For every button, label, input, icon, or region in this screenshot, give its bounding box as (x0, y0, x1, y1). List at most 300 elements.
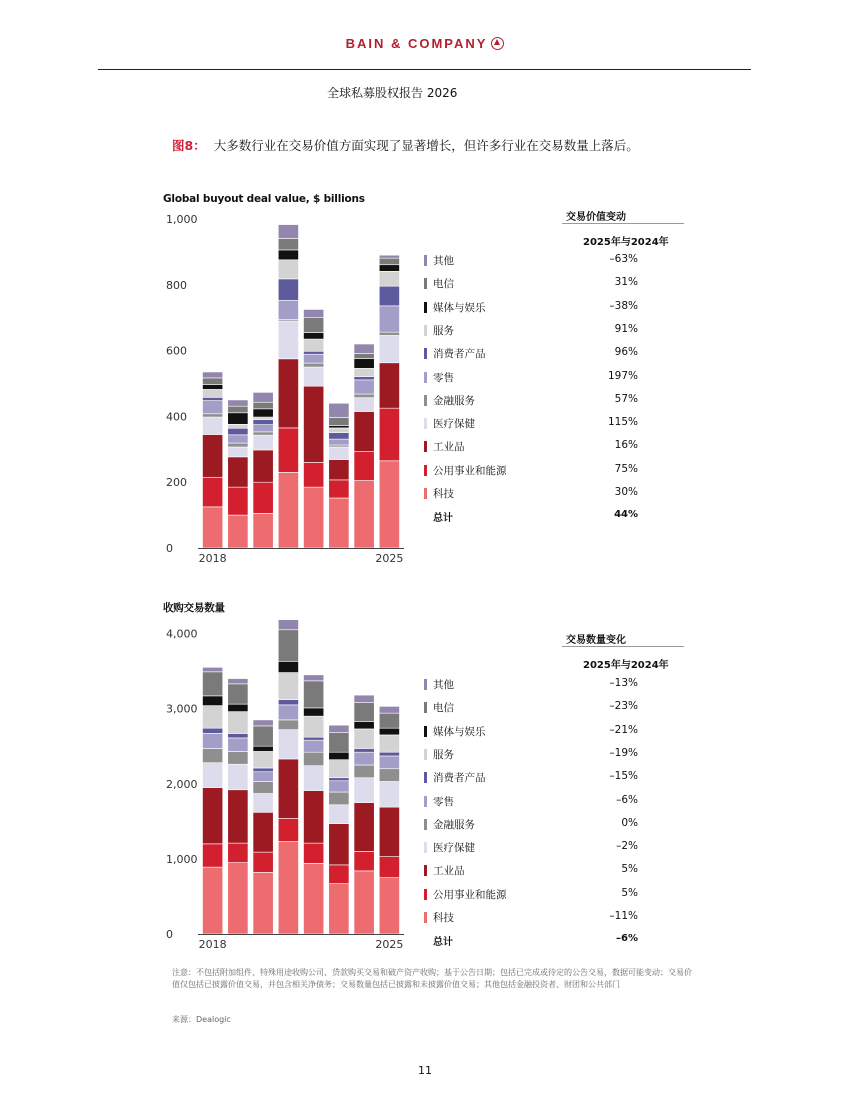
legend-row (424, 323, 638, 339)
bar-segment-金融服务 (354, 394, 374, 398)
legend-change-value: 115% (607, 416, 638, 429)
bar-segment-其他 (329, 403, 349, 417)
legend-swatch (424, 679, 427, 690)
legend-label: 科技 (433, 488, 454, 500)
bar-segment-媒体与娱乐 (203, 384, 223, 389)
legend-row (424, 863, 638, 879)
bar-segment-零售 (278, 300, 298, 319)
x-tick-label: 2025 (375, 552, 404, 565)
legend-row (424, 276, 638, 292)
legend-swatch (424, 865, 427, 876)
brand-compass-icon (491, 37, 504, 50)
legend-label: 消费者产品 (433, 772, 486, 785)
legend-swatch (424, 912, 427, 923)
legend-row (424, 486, 638, 502)
header-divider (98, 69, 751, 70)
legend-row (424, 910, 638, 926)
bar-segment-消费者产品 (203, 728, 223, 733)
legend-label: 医疗保健 (433, 418, 475, 431)
bar-segment-消费者产品 (253, 768, 273, 772)
bar-segment-零售 (304, 354, 324, 363)
legend-label: 其他 (433, 679, 454, 691)
legend-swatch (424, 302, 427, 313)
total-change-value: –6% (616, 933, 638, 945)
y-tick-label: 1,000 (166, 213, 198, 226)
bar-segment-公用事业和能源 (329, 480, 349, 498)
bar-segment-媒体与娱乐 (278, 661, 298, 672)
legend-row (424, 770, 638, 786)
legend-row (424, 253, 638, 269)
legend-row (424, 677, 638, 693)
y-tick-label: 800 (166, 278, 187, 292)
bar-segment-金融服务 (379, 769, 399, 782)
bar-segment-媒体与娱乐 (354, 358, 374, 368)
bar-segment-医疗保健 (354, 398, 374, 412)
bar-segment-工业品 (253, 450, 273, 482)
legend-row (424, 817, 638, 833)
bar-segment-公用事业和能源 (304, 843, 324, 863)
bar-segment-工业品 (354, 411, 374, 451)
legend-label: 工业品 (433, 441, 465, 454)
legend-label: 零售 (433, 371, 454, 384)
legend-row (424, 463, 638, 479)
bar-segment-服务 (278, 673, 298, 700)
bar-segment-零售 (304, 740, 324, 752)
bar-segment-医疗保健 (354, 778, 374, 803)
bar-segment-金融服务 (228, 751, 248, 764)
bar-segment-医疗保健 (304, 367, 324, 386)
total-change-value: 44% (614, 509, 638, 521)
bar-segment-媒体与娱乐 (354, 721, 374, 729)
bar-segment-媒体与娱乐 (329, 752, 349, 760)
bar-segment-科技 (278, 842, 298, 934)
chart1-table-rule (562, 223, 684, 224)
bar-segment-消费者产品 (253, 420, 273, 425)
bar-segment-消费者产品 (354, 377, 374, 380)
legend-swatch (424, 278, 427, 289)
bar-segment-消费者产品 (228, 733, 248, 738)
bar-segment-零售 (354, 380, 374, 394)
bar-segment-医疗保健 (253, 435, 273, 450)
bar-segment-工业品 (304, 386, 324, 462)
bar-segment-公用事业和能源 (228, 487, 248, 515)
bar-segment-电信 (228, 684, 248, 704)
bar-segment-工业品 (278, 759, 298, 818)
bar-segment-电信 (278, 630, 298, 662)
legend-label: 媒体与娱乐 (433, 301, 486, 314)
bar-segment-服务 (379, 735, 399, 752)
bar-segment-零售 (253, 772, 273, 782)
legend-row (424, 439, 638, 455)
legend-label: 工业品 (433, 865, 465, 878)
legend-label: 零售 (433, 795, 454, 808)
y-tick-label: 0 (166, 928, 173, 941)
brand-logo (0, 36, 850, 51)
bar-segment-电信 (329, 417, 349, 425)
legend-total-row (424, 933, 638, 949)
bar-segment-科技 (354, 481, 374, 548)
bar-segment-电信 (253, 726, 273, 746)
bar-segment-消费者产品 (329, 433, 349, 440)
bar-segment-服务 (253, 751, 273, 768)
footnote: 注意：不包括附加组件、特殊用途收购公司、贷款购买交易和破产资产收购；基于公告日期；包括已完成或待定的公告交易，数据可能变动；交易价值仅包括已披露价值交易，并包含相关净债务；交易数量包括已披露和未披露价值交易；其他包括金融投资者、财团和公共部门 (172, 968, 692, 989)
bar-segment-科技 (379, 878, 399, 934)
bar-segment-公用事业和能源 (203, 477, 223, 507)
bar-segment-消费者产品 (329, 778, 349, 781)
legend-change-value: –19% (609, 746, 638, 759)
deal-value-chart (160, 205, 410, 570)
legend-label: 电信 (433, 702, 454, 715)
legend-change-value: 75% (614, 462, 638, 475)
bar-segment-医疗保健 (304, 766, 324, 791)
chart1-title: Global buyout deal value, $ billions (163, 193, 365, 205)
legend-swatch (424, 418, 427, 429)
source-note: 来源：Dealogic (172, 1015, 231, 1024)
legend-swatch (424, 702, 427, 713)
bar-segment-零售 (203, 733, 223, 748)
total-label: 总计 (433, 513, 453, 525)
bar-segment-服务 (228, 424, 248, 428)
brand-name: BAIN & COMPANY (345, 36, 488, 51)
bar-segment-工业品 (354, 803, 374, 852)
legend-change-value: 5% (621, 886, 638, 899)
bar-segment-金融服务 (329, 792, 349, 805)
bar-segment-媒体与娱乐 (253, 409, 273, 417)
legend-row (424, 300, 638, 316)
legend-row (424, 887, 638, 903)
bar-segment-消费者产品 (203, 397, 223, 400)
bar-segment-零售 (379, 306, 399, 332)
legend-row (424, 724, 638, 740)
bar-segment-电信 (253, 402, 273, 409)
bar-segment-工业品 (278, 359, 298, 428)
bar-segment-金融服务 (304, 363, 324, 367)
bar-segment-消费者产品 (379, 752, 399, 756)
bar-segment-科技 (329, 884, 349, 934)
bar-segment-消费者产品 (304, 351, 324, 354)
bar-segment-其他 (354, 344, 374, 354)
bar-segment-其他 (379, 255, 399, 258)
bar-segment-其他 (329, 725, 349, 733)
bar-segment-消费者产品 (354, 748, 374, 752)
legend-label: 服务 (433, 324, 454, 337)
bar-segment-服务 (304, 716, 324, 737)
legend-swatch (424, 488, 427, 499)
y-tick-label: 400 (166, 410, 187, 424)
chart2-table-rule (562, 646, 684, 647)
bar-segment-电信 (278, 238, 298, 250)
bar-segment-服务 (329, 428, 349, 433)
bar-segment-其他 (304, 675, 324, 681)
page-number: 11 (418, 1064, 432, 1077)
bar-segment-媒体与娱乐 (379, 728, 399, 735)
legend-row (424, 747, 638, 763)
legend-row (424, 840, 638, 856)
bar-segment-其他 (203, 667, 223, 672)
bar-segment-医疗保健 (253, 794, 273, 813)
bar-segment-公用事业和能源 (354, 851, 374, 871)
bar-segment-电信 (304, 681, 324, 708)
legend-change-value: –15% (609, 770, 638, 783)
bar-segment-服务 (253, 417, 273, 420)
legend-change-value: –11% (609, 910, 638, 922)
bar-segment-零售 (278, 705, 298, 720)
legend-change-value: 5% (621, 863, 638, 876)
bar-segment-公用事业和能源 (304, 462, 324, 487)
bar-segment-医疗保健 (329, 805, 349, 824)
bar-segment-科技 (228, 515, 248, 548)
bar-segment-媒体与娱乐 (329, 426, 349, 428)
bar-segment-医疗保健 (228, 764, 248, 790)
figure-caption (172, 136, 639, 154)
chart1-table-heading: 交易价值变动 (566, 212, 626, 223)
bar-segment-电信 (354, 703, 374, 722)
legend-swatch (424, 749, 427, 760)
bar-segment-科技 (304, 863, 324, 934)
bar-segment-公用事业和能源 (379, 857, 399, 878)
bar-segment-金融服务 (354, 765, 374, 778)
bar-segment-媒体与娱乐 (253, 746, 273, 751)
legend-change-value: –23% (609, 700, 638, 713)
bar-segment-科技 (379, 461, 399, 548)
bar-segment-医疗保健 (379, 335, 399, 362)
legend-change-value: 0% (621, 816, 638, 829)
bar-segment-公用事业和能源 (228, 843, 248, 863)
bar-segment-零售 (354, 752, 374, 765)
bar-segment-金融服务 (278, 720, 298, 730)
bar-segment-科技 (253, 513, 273, 548)
legend-change-value: –63% (609, 253, 638, 265)
bar-segment-金融服务 (203, 414, 223, 417)
bar-segment-消费者产品 (304, 737, 324, 740)
bar-segment-其他 (304, 309, 324, 317)
bar-segment-媒体与娱乐 (228, 413, 248, 425)
deal-count-chart (160, 620, 410, 955)
legend-change-value: 91% (614, 322, 638, 335)
bar-segment-服务 (228, 712, 248, 734)
bar-segment-金融服务 (228, 443, 248, 447)
bar-segment-科技 (278, 472, 298, 548)
legend-swatch (424, 796, 427, 807)
legend-row (424, 416, 638, 432)
bar-segment-医疗保健 (278, 321, 298, 359)
legend-change-value: 16% (614, 439, 638, 452)
bar-segment-科技 (354, 871, 374, 934)
bar-segment-工业品 (379, 363, 399, 408)
bar-segment-工业品 (329, 459, 349, 479)
bar-segment-公用事业和能源 (354, 452, 374, 481)
y-tick-label: 4,000 (166, 627, 198, 641)
bar-segment-零售 (329, 439, 349, 445)
legend-row (424, 370, 638, 386)
bar-segment-科技 (203, 867, 223, 934)
bar-segment-电信 (354, 354, 374, 359)
bar-segment-媒体与娱乐 (379, 265, 399, 272)
figure-caption-text: 大多数行业在交易价值方面实现了显著增长，但许多行业在交易数量上落后。 (213, 138, 639, 153)
bar-segment-医疗保健 (379, 782, 399, 808)
bar-segment-公用事业和能源 (278, 818, 298, 841)
bar-segment-其他 (253, 392, 273, 402)
bar-segment-公用事业和能源 (278, 428, 298, 472)
total-label: 总计 (433, 937, 453, 949)
legend-swatch (424, 325, 427, 336)
bar-segment-电信 (379, 258, 399, 265)
x-tick-label: 2018 (198, 552, 227, 565)
y-tick-label: 2,000 (166, 777, 198, 791)
bar-segment-公用事业和能源 (203, 844, 223, 867)
bar-segment-服务 (329, 760, 349, 778)
legend-change-value: 197% (607, 369, 638, 382)
legend-row (424, 700, 638, 716)
legend-label: 公用事业和能源 (433, 464, 507, 477)
bar-segment-零售 (253, 425, 273, 432)
legend-change-value: –13% (609, 677, 638, 689)
bar-segment-其他 (278, 620, 298, 630)
legend-label: 服务 (433, 748, 454, 761)
legend-change-value: 57% (614, 392, 638, 405)
chart1-table-subheading: 2025年与2024年 (583, 237, 669, 248)
y-tick-label: 600 (166, 344, 187, 358)
bar-segment-科技 (304, 487, 324, 548)
bar-segment-消费者产品 (278, 279, 298, 300)
bar-segment-其他 (203, 372, 223, 378)
legend-label: 电信 (433, 278, 454, 291)
bar-segment-工业品 (379, 807, 399, 857)
bar-segment-电信 (379, 713, 399, 728)
bar-segment-其他 (253, 720, 273, 726)
bar-segment-消费者产品 (278, 700, 298, 705)
legend-row (424, 794, 638, 810)
bar-segment-工业品 (228, 790, 248, 843)
bar-segment-服务 (354, 729, 374, 749)
legend-label: 媒体与娱乐 (433, 725, 486, 738)
legend-label: 科技 (433, 912, 454, 924)
bar-segment-媒体与娱乐 (203, 696, 223, 706)
bar-segment-医疗保健 (329, 447, 349, 460)
bar-segment-工业品 (253, 812, 273, 852)
bar-segment-零售 (329, 781, 349, 792)
bar-segment-工业品 (203, 788, 223, 844)
y-tick-label: 1,000 (166, 852, 198, 866)
legend-swatch (424, 255, 427, 266)
legend-label: 公用事业和能源 (433, 888, 507, 901)
bar-segment-医疗保健 (203, 417, 223, 434)
legend-swatch (424, 441, 427, 452)
bar-segment-工业品 (304, 791, 324, 844)
legend-swatch (424, 348, 427, 359)
bar-segment-服务 (304, 339, 324, 351)
bar-segment-消费者产品 (228, 428, 248, 435)
legend-change-value: –21% (609, 723, 638, 736)
legend-change-value: –6% (616, 793, 638, 806)
bar-segment-零售 (203, 401, 223, 414)
bar-segment-公用事业和能源 (253, 852, 273, 872)
legend-change-value: –38% (609, 299, 638, 312)
legend-label: 医疗保健 (433, 842, 475, 855)
legend-label: 其他 (433, 255, 454, 267)
legend-swatch (424, 772, 427, 783)
chart2-table-heading: 交易数量变化 (566, 635, 626, 646)
legend-swatch (424, 842, 427, 853)
bar-segment-其他 (354, 695, 374, 703)
bar-segment-科技 (203, 507, 223, 548)
bar-segment-消费者产品 (379, 286, 399, 306)
legend-swatch (424, 726, 427, 737)
bar-segment-公用事业和能源 (329, 865, 349, 884)
bar-segment-电信 (228, 406, 248, 413)
bar-segment-其他 (228, 679, 248, 684)
report-title: 全球私募股权报告 2026 (327, 86, 458, 100)
bar-segment-医疗保健 (228, 447, 248, 457)
legend-label: 金融服务 (433, 394, 475, 407)
bar-segment-服务 (354, 368, 374, 376)
bar-segment-服务 (379, 271, 399, 286)
legend-swatch (424, 465, 427, 476)
bar-segment-零售 (228, 738, 248, 752)
y-tick-label: 0 (166, 542, 173, 555)
bar-segment-公用事业和能源 (253, 482, 273, 513)
bar-segment-电信 (203, 378, 223, 385)
bar-segment-服务 (278, 260, 298, 279)
bar-segment-工业品 (228, 457, 248, 487)
bar-segment-媒体与娱乐 (304, 333, 324, 340)
bar-segment-零售 (379, 756, 399, 769)
x-tick-label: 2018 (198, 938, 227, 951)
chart2-table-subheading: 2025年与2024年 (583, 660, 669, 671)
legend-swatch (424, 395, 427, 406)
legend-swatch (424, 889, 427, 900)
bar-segment-金融服务 (203, 748, 223, 762)
bar-segment-科技 (329, 498, 349, 548)
legend-label: 金融服务 (433, 818, 475, 831)
bar-segment-媒体与娱乐 (304, 708, 324, 716)
legend-label: 消费者产品 (433, 348, 486, 361)
bar-segment-科技 (228, 863, 248, 934)
legend-change-value: 31% (614, 276, 638, 289)
chart2-title: 收购交易数量 (163, 602, 225, 614)
bar-segment-金融服务 (253, 432, 273, 435)
bar-segment-医疗保健 (278, 730, 298, 759)
figure-label: 图8： (172, 138, 206, 153)
bar-segment-其他 (379, 706, 399, 713)
bar-segment-电信 (304, 318, 324, 333)
y-tick-label: 3,000 (166, 702, 198, 716)
bar-segment-其他 (228, 400, 248, 406)
legend-total-row (424, 509, 638, 525)
bar-segment-医疗保健 (203, 763, 223, 788)
x-tick-label: 2025 (375, 938, 404, 951)
bar-segment-电信 (329, 733, 349, 753)
bar-segment-媒体与娱乐 (278, 250, 298, 260)
bar-segment-金融服务 (253, 782, 273, 794)
bar-segment-其他 (278, 225, 298, 239)
legend-change-value: 30% (614, 486, 638, 498)
legend-swatch (424, 372, 427, 383)
bar-segment-金融服务 (379, 332, 399, 335)
bar-segment-公用事业和能源 (379, 408, 399, 461)
bar-segment-科技 (253, 872, 273, 934)
bar-segment-零售 (228, 435, 248, 443)
bar-segment-工业品 (203, 434, 223, 477)
bar-segment-媒体与娱乐 (228, 704, 248, 712)
legend-row (424, 393, 638, 409)
legend-swatch (424, 819, 427, 830)
legend-row (424, 346, 638, 362)
y-tick-label: 200 (166, 476, 187, 490)
legend-change-value: 96% (614, 346, 638, 359)
bar-segment-服务 (203, 706, 223, 729)
bar-segment-金融服务 (304, 752, 324, 766)
